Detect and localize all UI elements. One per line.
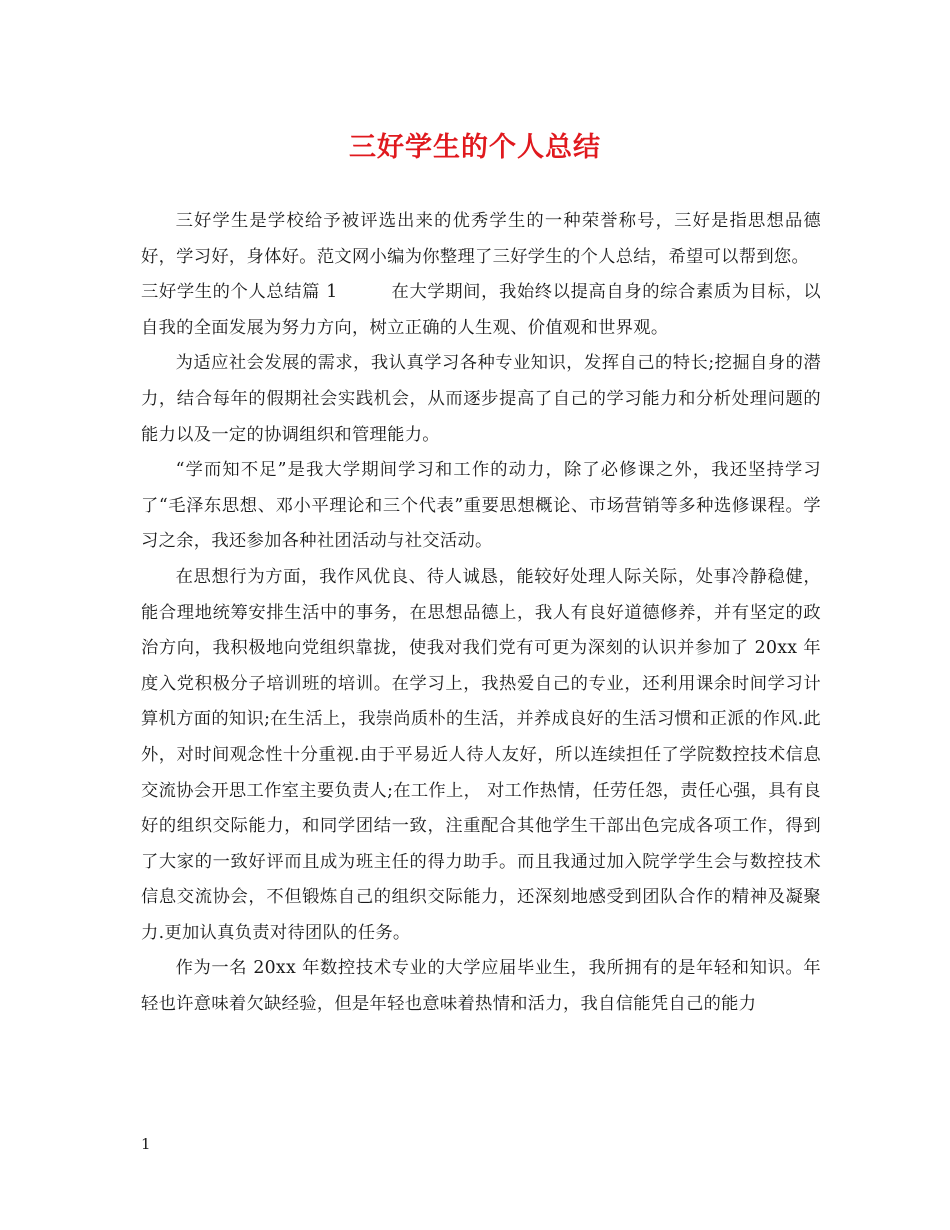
document-title: 三好学生的个人总结 bbox=[349, 132, 601, 163]
section-heading-paragraph: 三好学生的个人总结篇 1 在大学期间，我始终以提高自身的综合素质为目标，以自我的全面发展为努力方向，树立正确的人生观、价值观和世界观。 bbox=[141, 282, 821, 338]
body-paragraph: 为适应社会发展的需求，我认真学习各种专业知识，发挥自己的特长;挖掘自身的潜力，结合每年的假期社会实践机会，从而逐步提高了自己的学习能力和分析处理问题的能力以及一定的协调组织和管理能力。 bbox=[141, 353, 821, 445]
intro-paragraph: 三好学生是学校给予被评选出来的优秀学生的一种荣誉称号，三好是指思想品德好，学习好，身体好。范文网小编为你整理了三好学生的个人总结，希望可以帮到您。 bbox=[141, 211, 821, 267]
body-paragraph: 在思想行为方面，我作风优良、待人诚恳，能较好处理人际关际，处事冷静稳健，能合理地统筹安排生活中的事务，在思想品德上，我人有良好道德修养，并有坚定的政治方向，我积极地向党组织靠拢，使我对我们党有可更为深刻的认识并参加了 20xx 年度入党积极分子培训班的培训。在学习上，我热爱自己的专业，还利用课余时间学习计算机方面的知识;在生活上，我崇尚质朴的生活，并养成良好的生活习惯和正派的作风.此外，对时间观念性十分重视.由于平易近人待人友好，所以连续担任了学院数控技术信息交流协会开思工作室主要负责人;在工作上， 对工作热情，任劳任怨，责任心强，具有良好的组织交际能力，和同学团结一致，注重配合其他学生干部出色完成各项工作，得到了大家的一致好评而且成为班主任的得力助手。而且我通过加入院学学生会与数控技术信息交流协会，不但锻炼自己的组织交际能力，还深刻地感受到团队合作的精神及凝聚力.更加认真负责对待团队的任务。 bbox=[141, 566, 822, 943]
document-body bbox=[141, 204, 821, 1023]
body-paragraph: 作为一名 20xx 年数控技术专业的大学应届毕业生，我所拥有的是年轻和知识。年轻也许意味着欠缺经验，但是年轻也意味着热情和活力，我自信能凭自己的能力 bbox=[141, 958, 821, 1015]
page-number: 1 bbox=[141, 1135, 151, 1153]
body-paragraph: “学而知不足”是我大学期间学习和工作的动力，除了必修课之外，我还坚持学习了“毛泽东思想、邓小平理论和三个代表”重要思想概论、市场营销等多种选修课程。学习之余，我还参加各种社团活动与社交活动。 bbox=[141, 460, 821, 552]
